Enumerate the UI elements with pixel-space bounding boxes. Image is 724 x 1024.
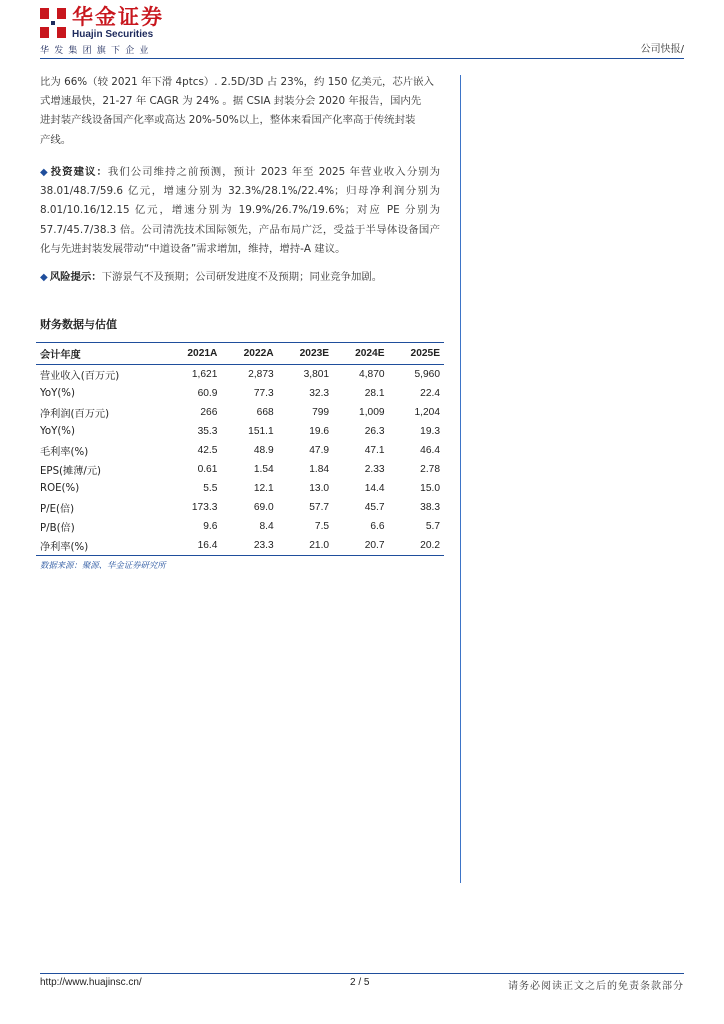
table-cell: 151.1 [248,426,274,437]
table-cell: 173.3 [191,502,218,513]
table-cell: 5,960 [414,369,440,380]
table-cell: 38.3 [420,502,440,513]
table-cell: 57.7 [309,502,330,513]
table-cell: 47.9 [309,445,330,456]
table-cell: 19.6 [309,426,330,437]
table-row [36,517,444,536]
intro-line: 式增速最快，21-27 年 CAGR 为 24% 。据 CSIA 封装分会 2020 年报告，国内先 [40,95,422,108]
risk-text: 下游景气不及预期；公司研发进度不及预期；同业竞争加剧。 [101,271,383,283]
table-cell: 1,009 [359,407,385,418]
table-cell: 1,621 [191,369,218,380]
table-cell: 8.4 [259,521,274,532]
risk-paragraph [40,268,440,287]
row-label: ROE(%) [40,483,80,494]
column-header: 2021A [165,343,221,365]
table-cell: 9.6 [203,521,218,532]
row-label: 毛利率(%) [40,447,89,458]
table-row [36,403,444,422]
investment-advice-text: 我们公司维持之前预测，预计 2023 年至 2025 年营业收入分别为 38.01/48.7/59.6 亿元，增速分别为 32.3%/28.1%/22.4%；归母净利润分别为 8.01/10.16/12.15 亿元，增速分别为 19.9%/26.7%/19.6%；对应 PE 分别为 57.7/45.7/38.3 倍。公司清洗技术国际领先，产品布局广泛，受益于半导体设备国产化与先进封装发展带动“中道设备”需求增加，维持，增持-A 建议。 [40,166,440,255]
column-header: 2025E [389,343,444,365]
column-header: 2024E [333,343,388,365]
table-cell: 668 [256,407,274,418]
table-row [36,460,444,479]
intro-line: 产线。 [40,133,72,146]
table-cell: 21.0 [278,536,333,556]
brand-name-en: Huajin Securities [72,29,154,40]
header-divider [40,58,684,59]
table-cell: 6.6 [370,521,385,532]
table-cell: 35.3 [197,426,218,437]
table-cell: 26.3 [364,426,385,437]
table-cell: 77.3 [253,388,274,399]
table-header-row [36,343,444,365]
intro-paragraph [40,73,440,150]
table-cell: 22.4 [420,388,440,399]
table-cell: 20.2 [389,536,444,556]
table-cell: 266 [200,407,218,418]
footer-disclaimer: 请务必阅读正文之后的免责条款部分 [508,981,684,992]
table-cell: 2.78 [420,464,440,475]
brand-slogan: 华发集团旗下企业 [40,46,154,56]
table-cell: 0.61 [197,464,218,475]
investment-advice-label: 投资建议： [50,166,108,178]
table-cell: 16.4 [165,536,221,556]
table-cell: 28.1 [364,388,385,399]
footer-website-link[interactable]: http://www.huajinsc.cn/ [40,977,142,988]
table-cell: 2.33 [364,464,385,475]
table-cell: 32.3 [309,388,330,399]
row-label: 净利润(百万元) [40,409,110,420]
table-cell: 15.0 [420,483,440,494]
table-cell: 12.1 [253,483,274,494]
row-label: YoY(%) [40,426,75,437]
brand-name-cn: 华金证券 [72,5,164,29]
footer-divider [40,973,684,974]
table-cell: 2,873 [248,369,274,380]
table-cell: 4,870 [359,369,385,380]
table-cell: 19.3 [420,426,440,437]
table-cell: 47.1 [364,445,385,456]
table-row [36,498,444,517]
report-type-label: 公司快报/ [640,44,684,55]
table-cell: 13.0 [309,483,330,494]
row-label: 净利率(%) [36,536,165,556]
table-cell: 1.54 [253,464,274,475]
financial-table-body [36,365,444,556]
data-source-note: 数据来源：聚源、华金证券研究所 [40,560,166,570]
column-header: 2022A [221,343,277,365]
table-cell: 7.5 [314,521,330,532]
table-cell: 5.5 [203,483,218,494]
column-header: 2023E [278,343,333,365]
column-header: 会计年度 [36,343,165,365]
diamond-bullet-icon: ◆ [40,167,49,178]
table-cell: 799 [312,407,330,418]
table-row [36,384,444,403]
diamond-bullet-icon: ◆ [40,272,48,283]
table-cell: 20.7 [333,536,388,556]
page-number: 2 / 5 [350,977,370,988]
table-cell: 46.4 [420,445,440,456]
table-cell: 23.3 [221,536,277,556]
intro-line: 比为 66%（较 2021 年下滑 4ptcs）. 2.5D/3D 占 23%，约 150 亿美元，芯片嵌入 [40,76,434,88]
table-row [36,479,444,498]
table-row [36,536,444,556]
table-cell: 1.84 [309,464,330,475]
table-cell: 42.5 [197,445,218,456]
financial-table-title: 财务数据与估值 [40,318,117,331]
table-cell: 69.0 [253,502,274,513]
financial-table [36,342,444,556]
table-cell: 60.9 [197,388,218,399]
table-cell: 1,204 [414,407,440,418]
table-row [36,365,444,385]
row-label: 营业收入(百万元) [40,371,120,382]
row-label: EPS(摊薄/元) [40,466,101,477]
table-cell: 48.9 [253,445,274,456]
huajin-logo-mark [40,8,66,38]
table-cell: 3,801 [303,369,330,380]
table-row [36,441,444,460]
table-cell: 45.7 [364,502,385,513]
table-cell: 14.4 [364,483,385,494]
risk-label: 风险提示： [49,271,102,283]
row-label: P/E(倍) [40,504,75,515]
sidebar-divider [460,75,461,883]
row-label: P/B(倍) [40,523,75,534]
investment-advice-paragraph [40,163,440,259]
table-cell: 5.7 [425,521,440,532]
intro-line: 进封装产线设备国产化率或高达 20%-50%以上，整体来看国产化率高于传统封装 [40,114,416,127]
table-row [36,422,444,441]
row-label: YoY(%) [40,388,75,399]
